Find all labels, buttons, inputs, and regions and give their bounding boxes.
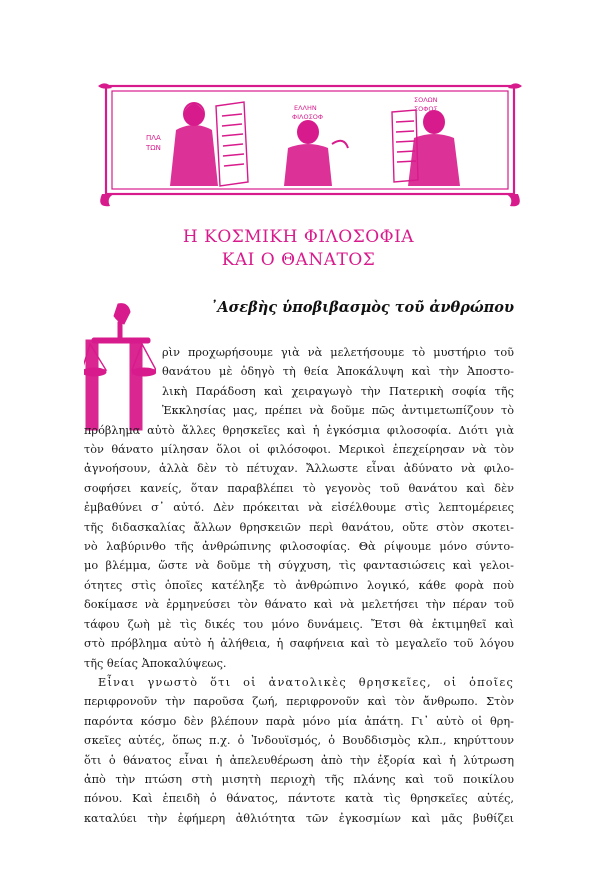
body-line: σοφήσει κανείς, ὅταν παραβλέπει τὸ γεγονὸς τοῦ θανάτου καὶ δὲν <box>84 481 514 495</box>
body-line: πόνου. Καὶ ἐπειδὴ ὁ θάνατος, πάντοτε κατὰ τὶς θρησκεῖες αὐτές, <box>84 792 514 806</box>
body-line: τάφου ζωὴ μὲ τὶς δικές του μόνο δυνάμεις. Ἔτσι θὰ ἐκτιμηθεῖ καὶ <box>84 617 514 631</box>
body-line: λικὴ Παράδοση καὶ χειραγωγὸ τὴν Πατερικὴ σοφία τῆς <box>162 384 514 398</box>
body-line: ἀπὸ τὴν πτώση στὴ μισητὴ περιοχὴ τῆς πλάνης καὶ τοῦ ποικίλου <box>84 772 514 786</box>
body-line: παρόντα κόσμο δὲν βλέπουν παρὰ μόνο μία ἀπάτη. Γι᾿ αὐτὸ οἱ θρη- <box>84 714 514 728</box>
svg-text:ΤΩΝ: ΤΩΝ <box>146 144 161 152</box>
body-line: περιφρονοῦν τὴν παροῦσα ζωή, περιφρονοῦν καὶ τὸν ἄνθρωπο. Στὸν <box>84 695 514 709</box>
chapter-title <box>0 226 597 272</box>
body-line: μο βλέμμα, ὥστε νὰ δοῦμε τὴ σύγχυση, τὶς φαντασιώσεις καὶ γελοι- <box>84 559 514 573</box>
section-heading: ᾿Ασεβὴς ὑποβιβασμὸς τοῦ ἀνθρώπου <box>210 299 514 316</box>
body-line: δοκίμασε νὰ ἑρμηνεύσει τὸν θάνατο καὶ νὰ μελετήσει τὴν πέραν τοῦ <box>84 598 514 612</box>
body-text <box>84 343 514 828</box>
body-line: νὸ λαβύρινθο τῆς ἀνθρώπινης φιλοσοφίας. Θὰ ρίψουμε μόνο σύντο- <box>84 540 514 554</box>
svg-text:ΣΟΛΩΝ: ΣΟΛΩΝ <box>414 96 438 104</box>
label-left: ΠΛΑ <box>146 134 161 142</box>
body-line: ἐμβαθύνει σ᾿ αὐτό. Δὲν πρόκειται νὰ εἰσέλθουμε στὶς λεπτομέρειες <box>84 501 514 515</box>
body-line: ρὶν προχωρήσουμε γιὰ νὰ μελετήσουμε τὸ μυστήριο τοῦ <box>162 346 514 359</box>
chapter-title-line-2: ΚΑΙ Ο ΘΑΝΑΤΟΣ <box>221 250 376 270</box>
body-line: ὅτι ὁ θάνατος εἶναι ἡ ἀπελευθέρωση ἀπὸ τὴν ἐξορία καὶ ἡ λύτρωση <box>84 753 514 767</box>
body-line: στὸ πρόβλημα αὐτὸ ἡ ἀλήθεια, ἡ σαφήνεια καὶ τὸ μεγαλεῖο τοῦ λόγου <box>84 637 514 651</box>
body-line: καταλύει τὴν ἐφήμερη ἀθλιότητα τῶν ἐγκοσμίων καὶ μᾶς βυθίζει <box>84 811 514 825</box>
header-illustration <box>96 82 524 210</box>
body-line: τῆς θείας Ἀποκαλύψεως. <box>84 656 227 670</box>
body-line: ἀγνοήσουν, ἀλλὰ δὲν τὸ πέτυχαν. Ἄλλωστε εἶναι ἀδύνατο νὰ φιλο- <box>84 462 514 476</box>
body-line: Εἶναι γνωστὸ ὅτι οἱ ἀνατολικὲς θρησκεῖες, οἱ ὁποῖες <box>98 675 514 689</box>
chapter-title-line-1: Η ΚΟΣΜΙΚΗ ΦΙΛΟΣΟΦΙΑ <box>182 227 415 247</box>
body-line: θανάτου μὲ ὁδηγὸ τὴ θεία Ἀποκάλυψη καὶ τὴν Ἀποστο- <box>162 365 514 379</box>
body-line: τῆς διδασκαλίας ἄλλων θρησκειῶν περὶ θανάτου, οὔτε στὸν σκοτει- <box>84 520 514 534</box>
body-line: σκεῖες αὐτές, ὅπως π.χ. ὁ Ἰνδουϊσμός, ὁ Βουδδισμὸς κλπ., κηρύττουν <box>84 734 514 748</box>
body-line: ότητες στὶς ὁποῖες κατέληξε τὸ ἀνθρώπινο λογικό, κάθε φορὰ ποὺ <box>84 578 514 592</box>
svg-text:ΕΛΛΗΝ: ΕΛΛΗΝ <box>294 104 317 112</box>
svg-text:ΦΙΛΟΣΟΦ: ΦΙΛΟΣΟΦ <box>292 113 323 121</box>
svg-text:ΣΟΦΟΣ: ΣΟΦΟΣ <box>414 105 438 113</box>
body-line: Ἐκκλησίας μας, πρέπει νὰ δοῦμε πῶς ἀντιμετωπίζουν τὸ <box>162 404 514 418</box>
body-line: πρόβλημα αὐτὸ ἄλλες θρησκεῖες καὶ ἡ ἐγκόσμια φιλοσοφία. Διότι γιὰ <box>84 423 514 437</box>
body-line: τὸν θάνατο μίλησαν ὅλοι οἱ φιλόσοφοι. Μερικοὶ ἐπεχείρησαν νὰ τὸν <box>84 443 514 457</box>
